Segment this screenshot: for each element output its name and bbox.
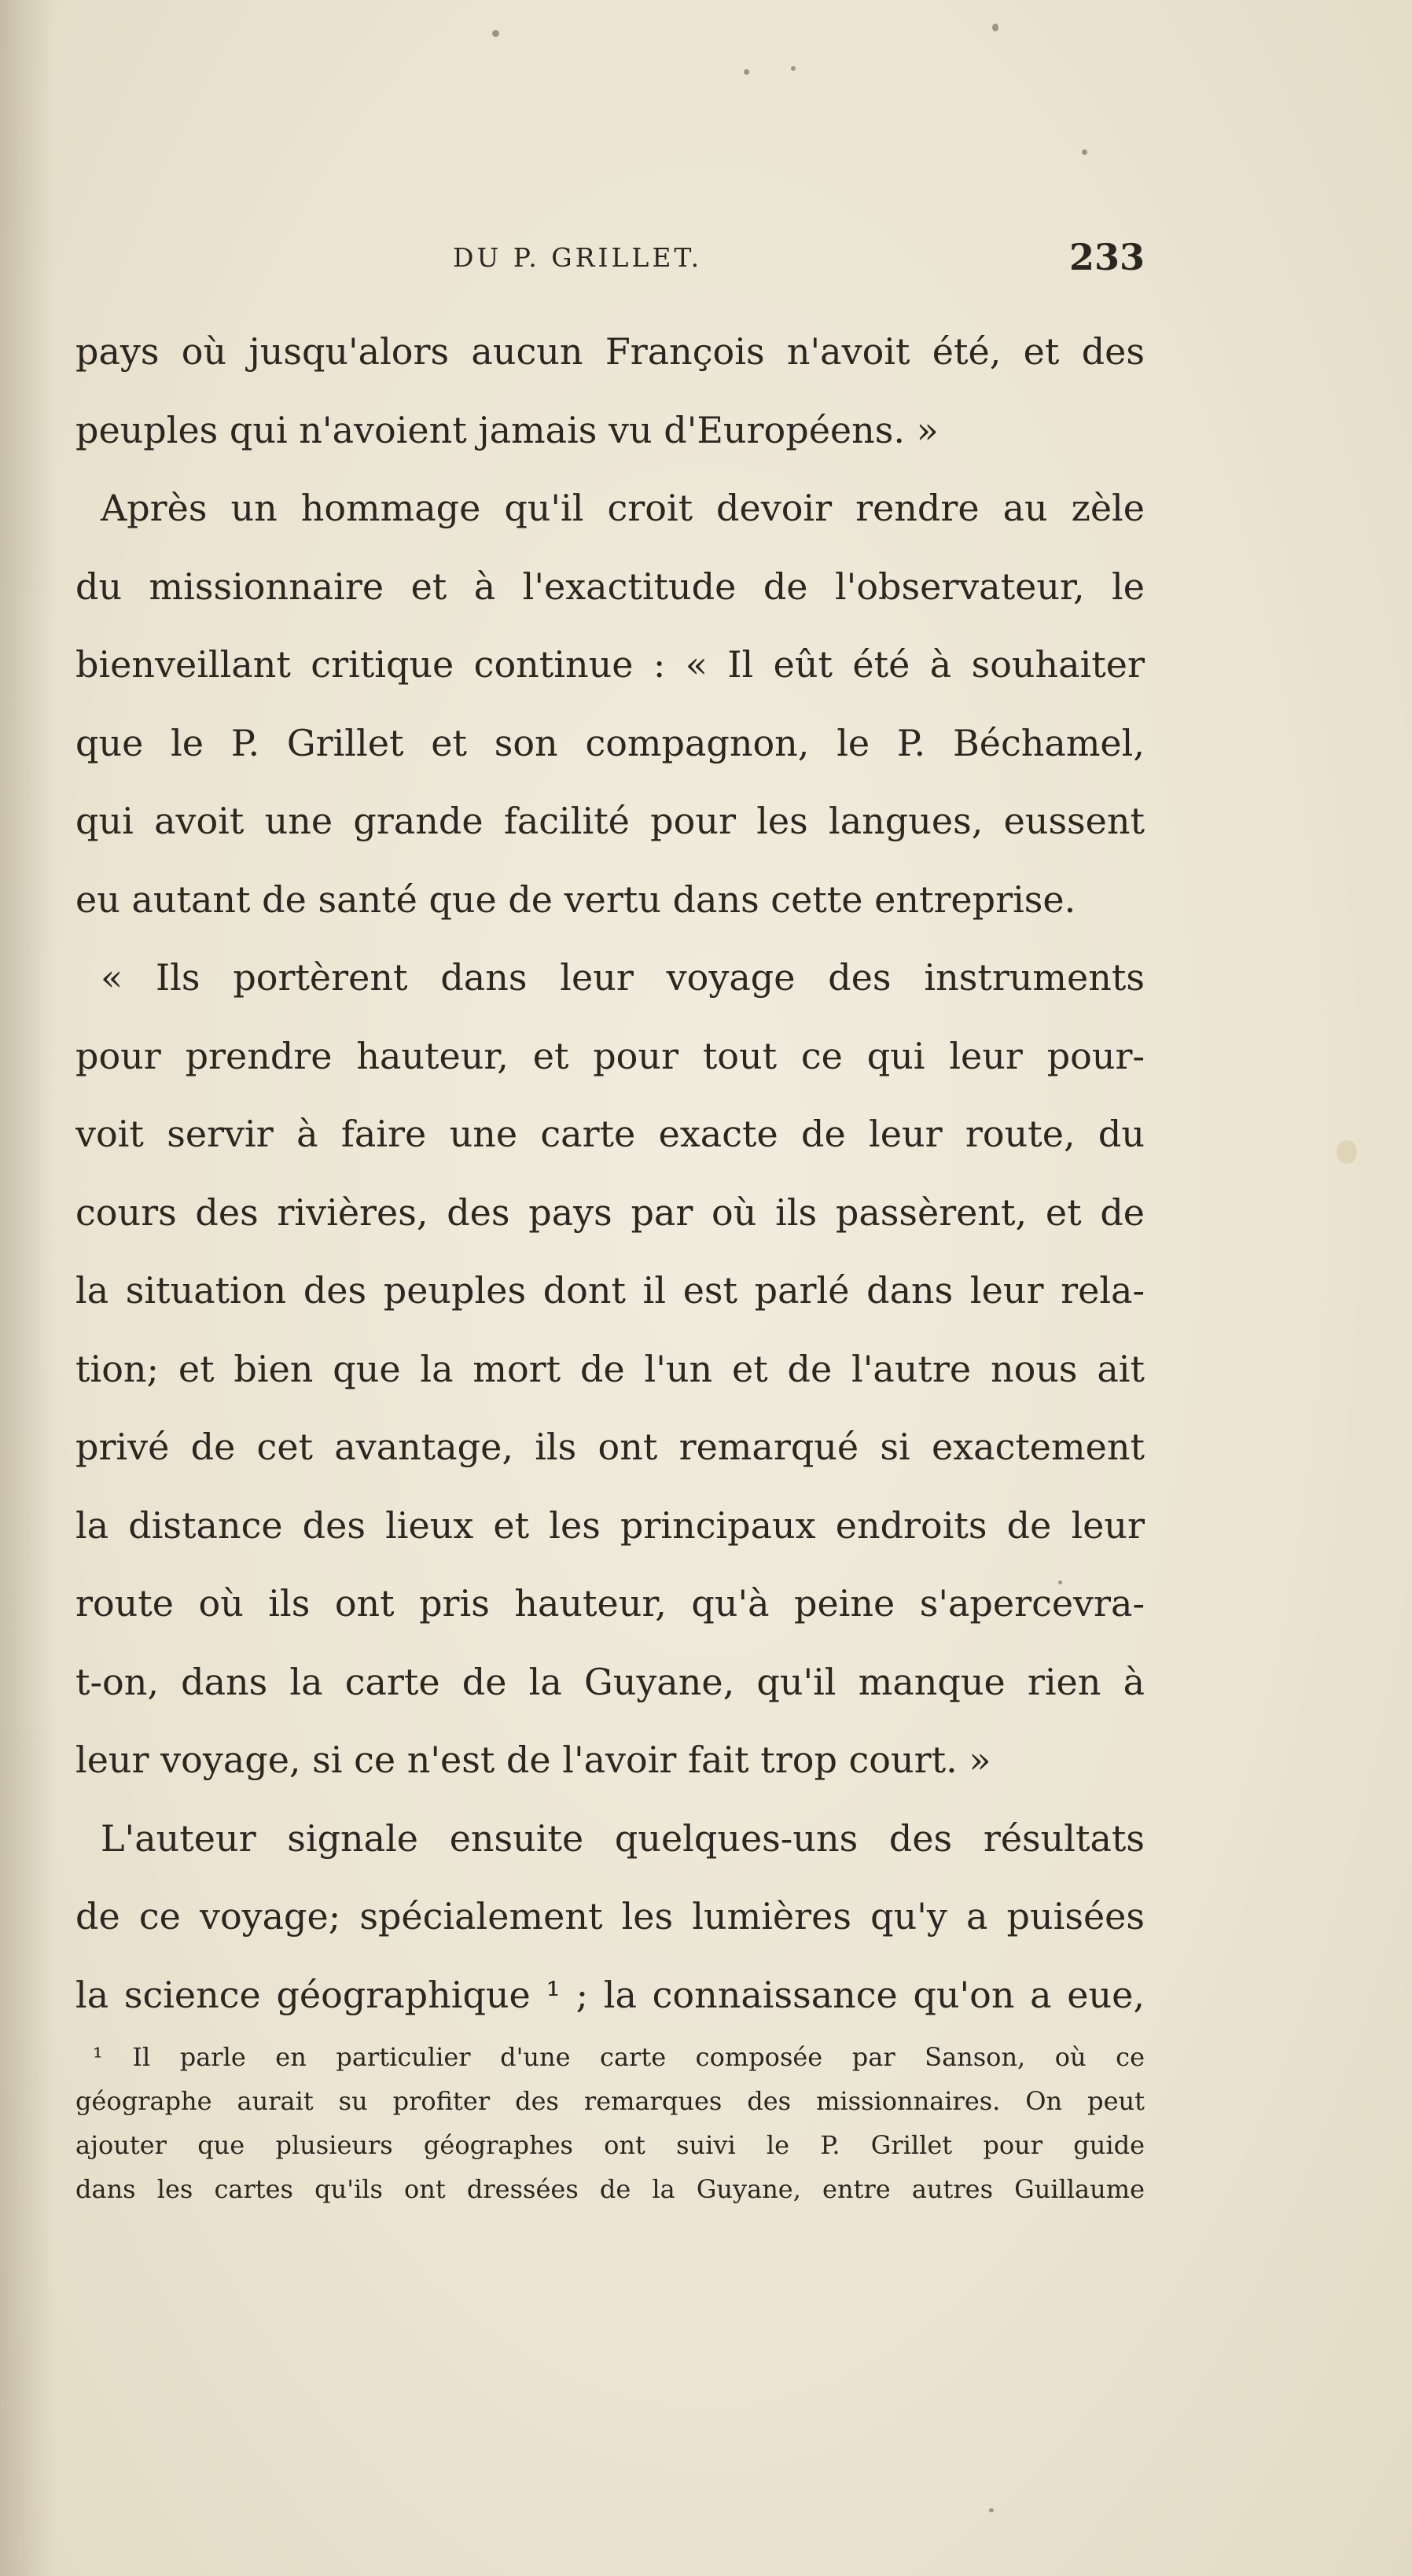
text-line: tion; et bien que la mort de l'un et de l'autre nous ait [75, 1347, 1145, 1390]
footnote-line: géographe aurait su profiter des remarques des missionnaires. On peut [75, 2086, 1145, 2116]
page-header [75, 236, 1145, 283]
text-line: de ce voyage; spécialement les lumières qu'y a puisées [75, 1895, 1145, 1938]
footnote-line: dans les cartes qu'ils ont dressées de la Guyane, entre autres Guillaume [75, 2174, 1145, 2204]
text-line: cours des rivières, des pays par où ils passèrent, et de [75, 1190, 1145, 1234]
paper-speck [791, 66, 796, 71]
text-line: bienveillant critique continue : « Il eût été à souhaiter [75, 643, 1145, 686]
paper-speck [492, 30, 499, 37]
running-head: DU P. GRILLET. [453, 242, 703, 273]
text-line: la science géographique ¹ ; la connaissance qu'on a eue, [75, 1973, 1145, 2016]
footnote-line: ¹ Il parle en particulier d'une carte composée par Sanson, où ce [93, 2042, 1145, 2072]
text-line: « Ils portèrent dans leur voyage des instruments [101, 956, 1145, 999]
gutter-shadow [0, 0, 55, 2576]
text-line: voit servir à faire une carte exacte de leur route, du [75, 1113, 1145, 1155]
text-line: la distance des lieux et les principaux endroits de leur [75, 1503, 1145, 1547]
paper-speck [989, 2508, 994, 2512]
paper-speck [1337, 1140, 1357, 1164]
text-line: que le P. Grillet et son compagnon, le P. Béchamel, [75, 721, 1145, 764]
text-line: la situation des peuples dont il est parlé dans leur rela- [75, 1269, 1145, 1312]
text-line: pays où jusqu'alors aucun François n'avoit été, et des [75, 330, 1145, 373]
paper-speck [1082, 149, 1087, 155]
text-line: privé de cet avantage, ils ont remarqué si exactement [75, 1426, 1145, 1468]
text-line: peuples qui n'avoient jamais vu d'Européens. » [75, 408, 939, 451]
page-number: 233 [1068, 236, 1145, 278]
text-line: t-on, dans la carte de la Guyane, qu'il manque rien à [75, 1660, 1145, 1703]
text-line: L'auteur signale ensuite quelques-uns des résultats [101, 1816, 1145, 1860]
footnotes [75, 2035, 1145, 2211]
paper-speck [744, 69, 749, 75]
body-text [75, 313, 1145, 2034]
footnote-line: ajouter que plusieurs géographes ont suivi le P. Grillet pour guide [75, 2130, 1145, 2160]
text-line: route où ils ont pris hauteur, qu'à peine s'apercevra- [75, 1582, 1145, 1625]
text-line: Après un hommage qu'il croit devoir rendre au zèle [101, 487, 1145, 529]
text-line: eu autant de santé que de vertu dans cette entreprise. [75, 878, 1076, 921]
paper-speck [992, 24, 998, 31]
text-line: qui avoit une grande facilité pour les langues, eussent [75, 800, 1145, 842]
text-line: pour prendre hauteur, et pour tout ce qui leur pour- [75, 1034, 1145, 1077]
text-line: leur voyage, si ce n'est de l'avoir fait trop court. » [75, 1739, 991, 1781]
text-line: du missionnaire et à l'exactitude de l'observateur, le [75, 565, 1145, 608]
